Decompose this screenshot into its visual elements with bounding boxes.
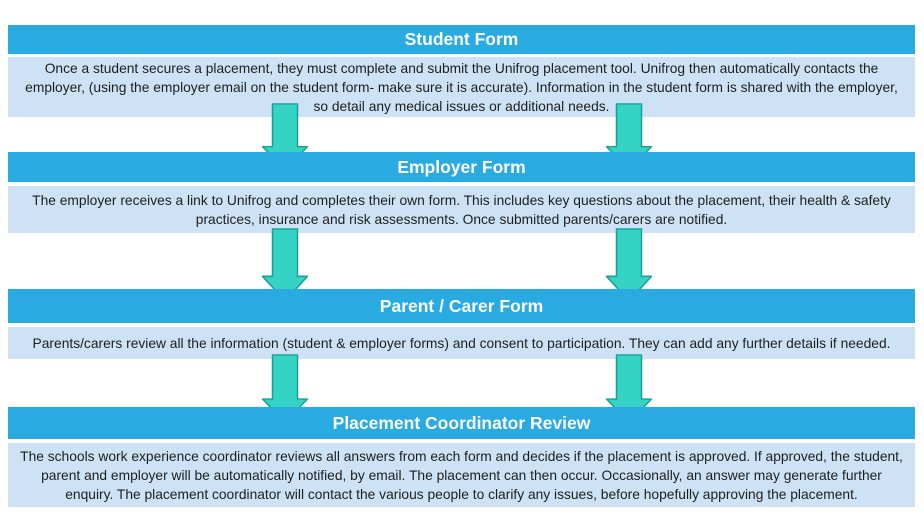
section-body-employer-form xyxy=(8,186,915,233)
section-header-employer-form xyxy=(8,152,915,182)
section-title-employer-form: Employer Form xyxy=(397,156,526,177)
section-body-placement-coordinator-review xyxy=(8,443,915,507)
section-header-parent-carer-form xyxy=(8,289,915,323)
section-text-student-form: Once a student secures a placement, they must complete and submit the Unifrog placement tool. Unifrog then automatically contacts the employer, (using the employer email on the student form- make sure it is accurate). Information in the student form is shared with the employer, so detail any medical issues or additional needs. xyxy=(25,60,898,114)
section-title-student-form: Student Form xyxy=(404,29,519,49)
section-body-parent-carer-form xyxy=(8,327,915,359)
section-header-student-form xyxy=(8,25,915,54)
section-text-employer-form: The employer receives a link to Unifrog and completes their own form. This includes key questions about the placement, their health & safety practices, insurance and risk assessments. Once submitted parents/carers are notified. xyxy=(32,192,891,227)
section-body-student-form xyxy=(8,57,915,117)
section-text-placement-coordinator-review: The schools work experience coordinator reviews all answers from each form and decides if the placement is approved. If approved, the student, parent and employer will be automatically notified, by email. The placement can then occur. Occasionally, an answer may generate further enquiry. The placement coordinator will contact the various people to clarify any issues, before hopefully approving the placement. xyxy=(20,448,903,502)
section-text-parent-carer-form: Parents/carers review all the information (student & employer forms) and consent to participation. They can add any further details if needed. xyxy=(32,335,891,351)
section-title-parent-carer-form: Parent / Carer Form xyxy=(379,295,544,316)
section-title-placement-coordinator-review: Placement Coordinator Review xyxy=(332,412,591,433)
section-header-placement-coordinator-review xyxy=(8,407,915,439)
